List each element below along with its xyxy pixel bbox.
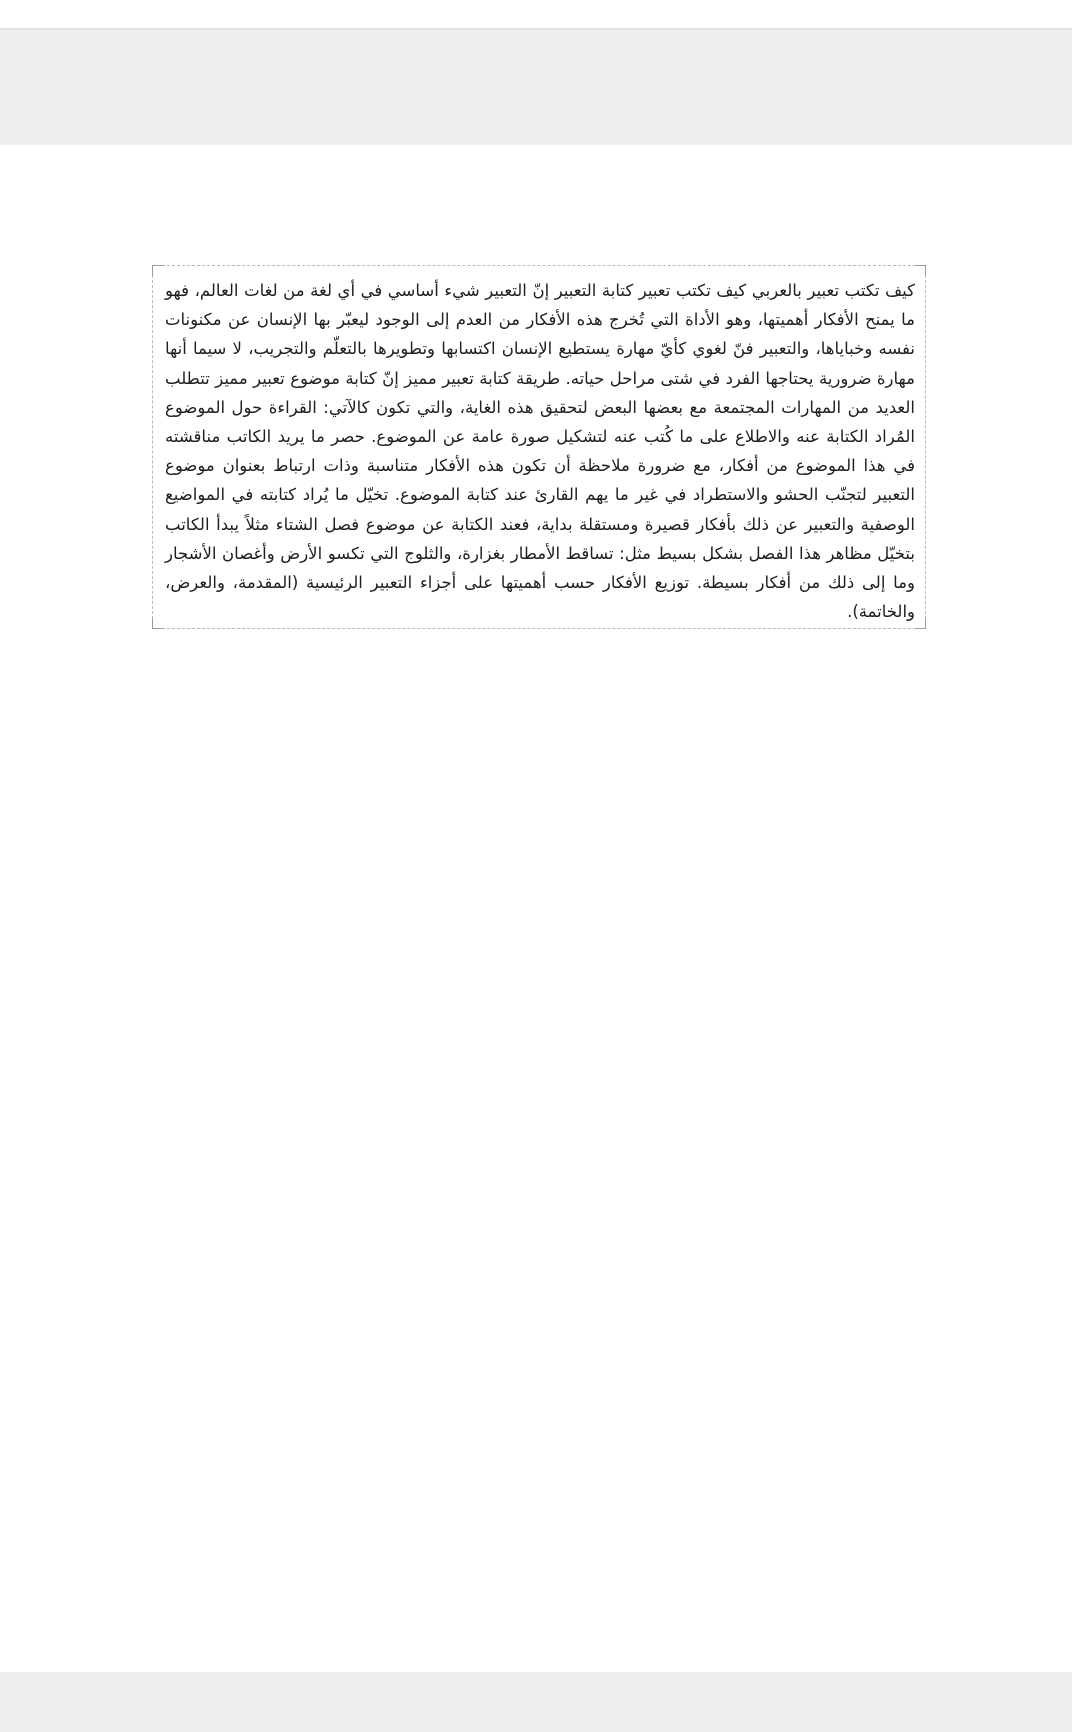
viewer-top-bar	[0, 0, 1072, 145]
text-frame[interactable]	[152, 265, 926, 629]
document-page	[0, 145, 1072, 1672]
frame-corner-top-left	[152, 265, 163, 276]
frame-corner-top-right	[915, 265, 926, 276]
frame-corner-bottom-left	[152, 618, 163, 629]
frame-corner-bottom-right	[915, 618, 926, 629]
body-paragraph: كيف تكتب تعبير بالعربي كيف تكتب تعبير كتابة التعبير إنّ التعبير شيء أساسي في أي لغة من لغات العالم، فهو ما يمنح الأفكار أهميتها، وهو الأداة التي تُخرج هذه الأفكار من العدم إلى الوجود ليعبّر بها الإنسان عن مكنونات نفسه وخباياها، والتعبير فنّ لغوي كأيّ مهارة يستطيع الإنسان اكتسابها وتطويرها بالتعلّم والتجريب، لا سيما أنها مهارة ضرورية يحتاجها الفرد في شتى مراحل حياته. طريقة كتابة تعبير مميز إنّ كتابة موضوع تعبير مميز تتطلب العديد من المهارات المجتمعة مع بعضها البعض لتحقيق هذه الغاية، والتي تكون كالآتي: القراءة حول الموضوع المُراد الكتابة عنه والاطلاع على ما كُتب عنه لتشكيل صورة عامة عن الموضوع. حصر ما يريد الكاتب مناقشته في هذا الموضوع من أفكار، مع ضرورة ملاحظة أن تكون هذه الأفكار متناسبة وذات ارتباط بعنوان موضوع التعبير لتجنّب الحشو والاستطراد في غير ما يهم القارئ عند كتابة الموضوع. تخيّل ما يُراد كتابته في المواضيع الوصفية والتعبير عن ذلك بأفكار قصيرة ومستقلة بداية، فعند الكتابة عن موضوع فصل الشتاء مثلاً يبدأ الكاتب بتخيّل مظاهر هذا الفصل بشكل بسيط مثل: تساقط الأمطار بغزارة، والثلوج التي تكسو الأرض وأغصان الأشجار وما إلى ذلك من أفكار بسيطة. توزيع الأفكار حسب أهميتها على أجزاء التعبير الرئيسية (المقدمة، والعرض، والخاتمة).	[165, 281, 915, 622]
viewer-bottom-bar	[0, 1672, 1072, 1732]
